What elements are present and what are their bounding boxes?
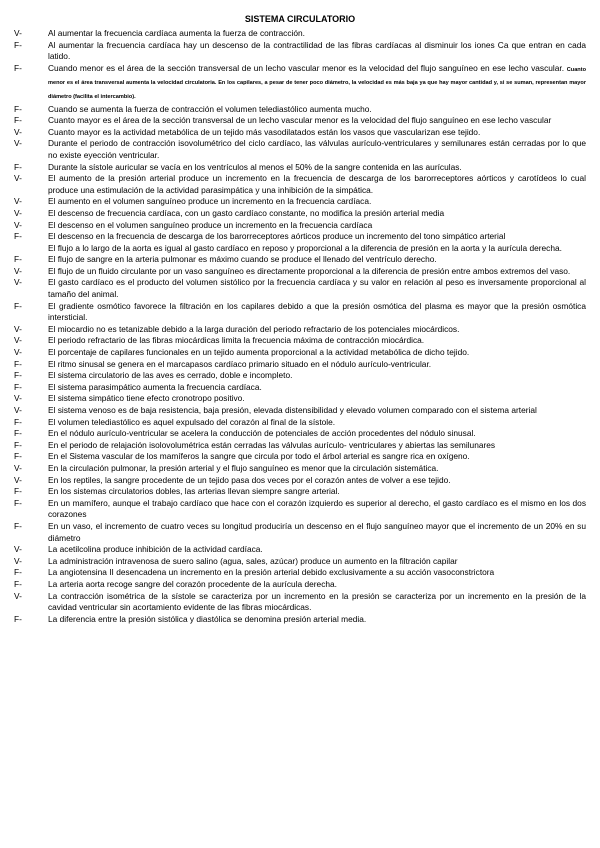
answer-mark: V- xyxy=(14,590,22,601)
answer-mark: F- xyxy=(14,497,22,508)
statement-text: Durante la sístole auricular se vacía en los ventrículos al menos el 50% de la sangre contenida en las aurículas. xyxy=(48,161,462,172)
statement-text: El sistema simpático tiene efecto cronotropo positivo. xyxy=(48,393,245,404)
statement-text: Cuanto mayor es el área de la sección transversal de un lecho vascular menor es la velocidad del flujo sanguíneo en ese lecho vascular xyxy=(48,115,552,126)
answer-mark: V- xyxy=(14,28,22,38)
statement-item xyxy=(14,277,586,300)
statement-text: Cuando se aumenta la fuerza de contracción el volumen telediastólico aumenta mucho. xyxy=(48,103,372,114)
answer-mark: V- xyxy=(14,173,22,184)
statement-item xyxy=(14,498,586,521)
answer-mark: F- xyxy=(14,486,22,497)
statement-text: El gradiente osmótico favorece la filtración en los capilares debido a que la presión osmótica del plasma es mayor que la presión osmótica intersticial. xyxy=(48,300,586,323)
answer-mark: F- xyxy=(14,428,22,439)
answer-mark: F- xyxy=(14,439,22,450)
statement-item xyxy=(14,591,586,614)
statement-item xyxy=(14,382,586,394)
statement-text: El miocardio no es tetanizable debido a la larga duración del periodo refractario de los potenciales miocárdicos. xyxy=(48,323,460,334)
statement-text: El sistema circulatorio de las aves es cerrado, doble e incompleto. xyxy=(48,370,293,381)
answer-mark: F- xyxy=(14,416,22,427)
statement-item xyxy=(14,104,586,116)
statement-item xyxy=(14,115,586,127)
answer-mark: F- xyxy=(14,300,22,311)
statement-item xyxy=(14,463,586,475)
statement-item xyxy=(14,567,586,579)
statement-item xyxy=(14,335,586,347)
answer-mark: V- xyxy=(14,474,22,485)
answer-mark: V- xyxy=(14,126,22,137)
statement-text: En los reptiles, la sangre procedente de un tejido pasa dos veces por el corazón antes de volver a ese tejido. xyxy=(48,474,451,485)
answer-mark: F- xyxy=(14,381,22,392)
statement-item xyxy=(14,220,586,232)
statement-text: En un vaso, el incremento de cuatro veces su longitud produciría un descenso en el flujo sanguíneo mayor que el incremento de un 20% en su diámetro xyxy=(48,520,586,543)
answer-mark: V- xyxy=(14,544,22,555)
statement-text: La contracción isométrica de la sístole se caracteriza por un incremento en la presión se caracteriza por un incremento en la presión de la cavidad ventricular sin acortamiento evidente de las fibras miocárdicas. xyxy=(48,590,586,613)
statement-item xyxy=(14,451,586,463)
statement-item xyxy=(14,428,586,440)
statement-text: En la circulación pulmonar, la presión arterial y el flujo sanguíneo es menor que la circulación sistemática. xyxy=(48,462,439,473)
statement-item xyxy=(14,359,586,371)
correction-note: Cuanto menor es el área transversal aumenta la velocidad circulatoria. En los capilares, a pesar de tener poco diámetro, la velocidad es más baja ya que hay mayor cantidad y, si se suman, representan mayor diámetro (facilita el intercambio). xyxy=(48,66,586,100)
statement-text: En un mamífero, aunque el trabajo cardíaco que hace con el corazón izquierdo es superior al derecho, el gasto cardíaco es el mismo en los dos corazones xyxy=(48,497,586,520)
statement-text: El flujo de un fluido circulante por un vaso sanguíneo es directamente proporcional a la diferencia de presión entre ambos extremos del vaso. xyxy=(48,265,571,276)
statement-item xyxy=(14,556,586,568)
answer-mark: F- xyxy=(14,578,22,589)
statement-text: El aumento de la presión arterial produce un incremento en la frecuencia de descarga de los barorreceptores aórticos y carotídeos lo cual produce una estimulación de la actividad parasimpática y una inhibición de la simpática. xyxy=(48,173,586,195)
statement-item xyxy=(14,324,586,336)
answer-mark: V- xyxy=(14,462,22,473)
answer-mark: V- xyxy=(14,335,22,346)
statement-item xyxy=(14,243,586,255)
answer-mark: F- xyxy=(14,370,22,381)
answer-mark: V- xyxy=(14,347,22,358)
statement-item xyxy=(14,63,586,104)
answer-mark: V- xyxy=(14,393,22,404)
statement-text: El porcentaje de capilares funcionales en un tejido aumenta proporcional a la actividad metabólica de dicho tejido. xyxy=(48,347,470,358)
statement-text: El ritmo sinusal se genera en el marcapasos cardíaco primario situado en el nódulo aurículo-ventricular. xyxy=(48,358,432,369)
statement-list xyxy=(14,28,586,625)
statement-item xyxy=(14,486,586,498)
statement-item xyxy=(14,405,586,417)
statement-item xyxy=(14,28,586,40)
statement-text: Cuando menor es el área de la sección transversal de un lecho vascular menor es la velocidad del flujo sanguíneo en ese lecho vascular. xyxy=(48,62,565,73)
statement-item xyxy=(14,301,586,324)
answer-mark: V- xyxy=(14,323,22,334)
answer-mark: F- xyxy=(14,520,22,531)
statement-item xyxy=(14,173,586,196)
answer-mark: V- xyxy=(14,265,22,276)
answer-mark: F- xyxy=(14,103,22,114)
statement-text: El descenso en el volumen sanguíneo produce un incremento en la frecuencia cardíaca xyxy=(48,219,373,230)
page-title: SISTEMA CIRCULATORIO xyxy=(244,14,356,24)
statement-text: El sistema venoso es de baja resistencia, baja presión, elevada distensibilidad y elevado volumen comparado con el sistema arterial xyxy=(48,405,537,415)
statement-item xyxy=(14,475,586,487)
answer-mark: V- xyxy=(14,138,22,149)
answer-mark: F- xyxy=(14,254,22,265)
statement-item xyxy=(14,417,586,429)
statement-text: En el nódulo aurículo-ventricular se acelera la conducción de potenciales de acción procedentes del nódulo sinusal. xyxy=(48,428,476,439)
statement-text: El flujo a lo largo de la aorta es igual al gasto cardíaco en reposo y proporcional a la diferencia de presión en la aorta y la aurícula derecha. xyxy=(48,242,562,253)
statement-item xyxy=(14,208,586,220)
statement-item xyxy=(14,162,586,174)
answer-mark: V- xyxy=(14,277,22,288)
statement-text: El gasto cardíaco es el producto del volumen sistólico por la frecuencia cardíaca y su valor en relación al peso es inversamente proporcional al tamaño del animal. xyxy=(48,277,586,300)
statement-text: Al aumentar la frecuencia cardíaca hay un descenso de la contractilidad de las fibras cardíacas al disminuir los iones Ca que entran en cada latido. xyxy=(48,39,586,62)
statement-text: En el periodo de relajación isolovolumétrica están cerradas las válvulas aurículo- ventriculares y abiertas las semilunares xyxy=(48,439,496,450)
statement-item xyxy=(14,347,586,359)
answer-mark: V- xyxy=(14,219,22,230)
statement-text: El descenso en la frecuencia de descarga de los barorreceptores aórticos produce un incremento del tono simpático arterial xyxy=(48,231,506,242)
statement-item xyxy=(14,521,586,544)
answer-mark: V- xyxy=(14,405,22,415)
statement-item xyxy=(14,40,586,63)
statement-text: Cuanto mayor es la actividad metabólica de un tejido más vasodilatados están los vasos que vascularizan ese tejido. xyxy=(48,126,481,137)
statement-text: El sistema parasimpático aumenta la frecuencia cardíaca. xyxy=(48,381,262,392)
statement-item xyxy=(14,370,586,382)
statement-item xyxy=(14,254,586,266)
answer-mark: V- xyxy=(14,196,22,207)
answer-mark: F- xyxy=(14,231,22,242)
answer-mark: F- xyxy=(14,567,22,578)
statement-item xyxy=(14,440,586,452)
answer-mark: F- xyxy=(14,115,22,126)
statement-item xyxy=(14,138,586,161)
statement-text: En el Sistema vascular de los mamíferos la sangre que circula por todo el árbol arterial es sangre rica en oxígeno. xyxy=(48,451,470,462)
statement-item xyxy=(14,196,586,208)
answer-mark: V- xyxy=(14,555,22,566)
answer-mark: F- xyxy=(14,62,22,73)
answer-mark: F- xyxy=(14,39,22,50)
answer-mark: F- xyxy=(14,358,22,369)
statement-item xyxy=(14,579,586,591)
statement-text: El periodo refractario de las fibras miocárdicas limita la frecuencia máxima de contracción miocárdica. xyxy=(48,335,425,346)
statement-text: El descenso de frecuencia cardíaca, con un gasto cardíaco constante, no modifica la presión arterial media xyxy=(48,207,445,218)
answer-mark: F- xyxy=(14,161,22,172)
statement-item xyxy=(14,614,586,626)
statement-text: El volumen telediastólico es aquel expulsado del corazón al final de la sístole. xyxy=(48,416,336,427)
answer-mark: V- xyxy=(14,207,22,218)
statement-text: La angiotensina II desencadena un incremento en la presión arterial debido exclusivamente a su acción vasoconstrictora xyxy=(48,567,495,578)
statement-item xyxy=(14,231,586,243)
statement-item xyxy=(14,127,586,139)
statement-text: La diferencia entre la presión sistólica y diastólica se denomina presión arterial media. xyxy=(48,613,367,624)
statement-text: Al aumentar la frecuencia cardíaca aumenta la fuerza de contracción. xyxy=(48,28,305,38)
statement-item xyxy=(14,544,586,556)
statement-text: Durante el periodo de contracción isovolumétrico del ciclo cardíaco, las válvulas aurículo-ventriculares y semilunares están cerradas por lo que no existe eyección ventricular. xyxy=(48,138,586,160)
answer-mark: F- xyxy=(14,613,22,624)
statement-text: En los sistemas circulatorios dobles, las arterias llevan siempre sangre arterial. xyxy=(48,486,340,497)
statement-text: El flujo de sangre en la arteria pulmonar es máximo cuando se produce el llenado del ventrículo derecho. xyxy=(48,254,437,265)
statement-text: La acetilcolina produce inhibición de la actividad cardíaca. xyxy=(48,544,263,555)
answer-mark: F- xyxy=(14,451,22,462)
statement-item xyxy=(14,266,586,278)
statement-item xyxy=(14,393,586,405)
statement-text: La administración intravenosa de suero salino (agua, sales, azúcar) produce un aumento en la filtración capilar xyxy=(48,555,458,566)
statement-text: El aumento en el volumen sanguíneo produce un incremento en la frecuencia cardíaca. xyxy=(48,196,372,207)
statement-text: La arteria aorta recoge sangre del corazón procedente de la aurícula derecha. xyxy=(48,578,337,589)
